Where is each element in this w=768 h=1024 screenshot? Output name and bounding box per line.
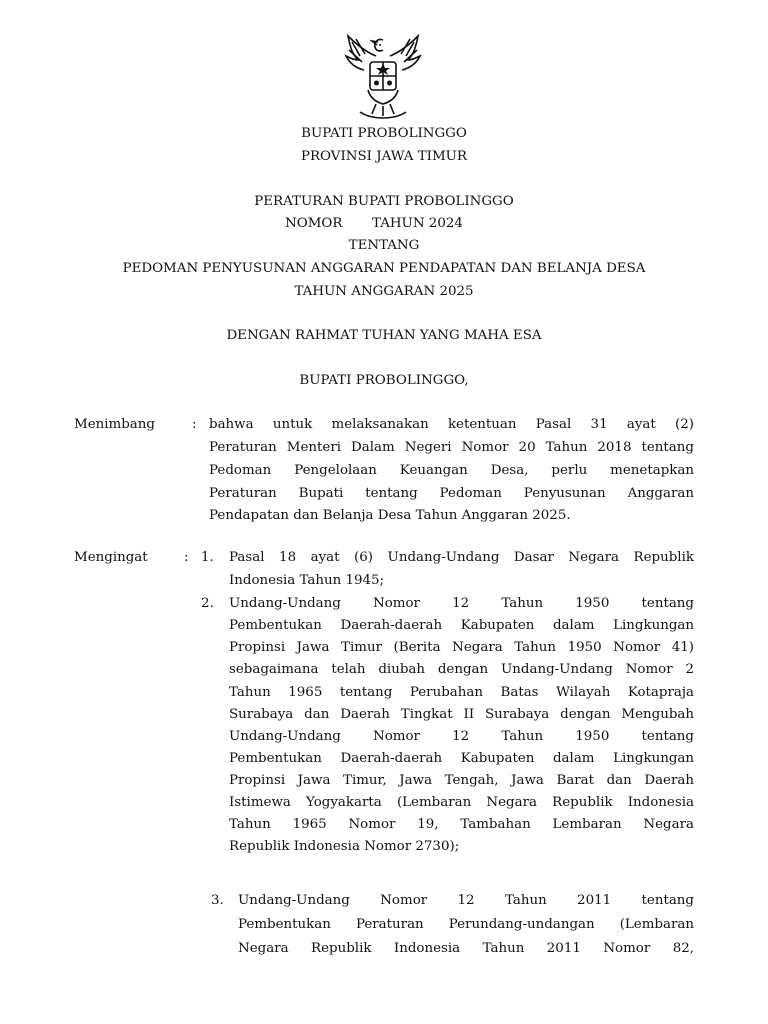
list-item-line: Tahun 1965 Nomor 19, Tambahan Lembaran Negara [229,817,694,832]
list-item-line: Propinsi Jawa Timur, Jawa Tengah, Jawa Barat dan Daerah [229,773,694,788]
subject-line-1: PEDOMAN PENYUSUNAN ANGGARAN PENDAPATAN DAN BELANJA DESA [122,261,646,276]
garuda-emblem-icon [338,30,428,122]
list-item-line: Undang-Undang Nomor 12 Tahun 1950 tentang [229,729,694,744]
authority-heading: BUPATI PROBOLINGGO [301,126,467,141]
blessing-line: DENGAN RAHMAT TUHAN YANG MAHA ESA [226,328,542,343]
list-item-line: Istimewa Yogyakarta (Lembaran Negara Republik Indonesia [229,795,694,810]
menimbang-line: Peraturan Menteri Dalam Negeri Nomor 20 Tahun 2018 tentang [209,440,694,455]
list-item-number: 1. [201,550,214,565]
list-item-line: Pembentukan Daerah-daerah Kabupaten dalam Lingkungan [229,751,694,766]
list-item-line: Negara Republik Indonesia Tahun 2011 Nomor 82, [238,941,694,956]
list-item-line: Pembentukan Peraturan Perundang-undangan (Lembaran [238,917,694,932]
list-item-line: Surabaya dan Daerah Tingkat II Surabaya dengan Mengubah [229,707,694,722]
list-item-line: sebagaimana telah diubah dengan Undang-Undang Nomor 2 [229,662,694,677]
regulation-title: PERATURAN BUPATI PROBOLINGGO [254,194,514,209]
menimbang-line: Peraturan Bupati tentang Pedoman Penyusunan Anggaran [209,486,694,501]
menimbang-label: Menimbang [74,417,155,432]
list-item-line: Republik Indonesia Nomor 2730); [229,839,460,854]
issuer-line: BUPATI PROBOLINGGO, [299,373,469,388]
list-item-line: Propinsi Jawa Timur (Berita Negara Tahun 1950 Nomor 41) [229,640,694,655]
regulation-number-label: NOMOR [285,216,343,231]
menimbang-line: Pedoman Pengelolaan Keuangan Desa, perlu menetapkan [209,463,694,478]
province-heading: PROVINSI JAWA TIMUR [300,149,468,164]
menimbang-colon: : [192,417,197,432]
list-item-number: 2. [201,596,214,611]
list-item-number: 3. [211,893,224,908]
list-item-line: Undang-Undang Nomor 12 Tahun 2011 tentang [238,893,694,908]
menimbang-line: Pendapatan dan Belanja Desa Tahun Anggaran 2025. [209,508,571,523]
regulation-year: TAHUN 2024 [372,216,463,231]
about-label: TENTANG [348,238,420,253]
list-item-line: Pasal 18 ayat (6) Undang-Undang Dasar Negara Republik [229,550,694,565]
list-item-line: Undang-Undang Nomor 12 Tahun 1950 tentang [229,596,694,611]
list-item-line: Tahun 1965 tentang Perubahan Batas Wilayah Kotapraja [229,685,694,700]
menimbang-line: bahwa untuk melaksanakan ketentuan Pasal 31 ayat (2) [209,417,694,432]
subject-line-2: TAHUN ANGGARAN 2025 [294,284,474,299]
list-item-line: Pembentukan Daerah-daerah Kabupaten dalam Lingkungan [229,618,694,633]
mengingat-colon: : [184,550,189,565]
mengingat-label: Mengingat [74,550,148,565]
list-item-line: Indonesia Tahun 1945; [229,573,385,588]
